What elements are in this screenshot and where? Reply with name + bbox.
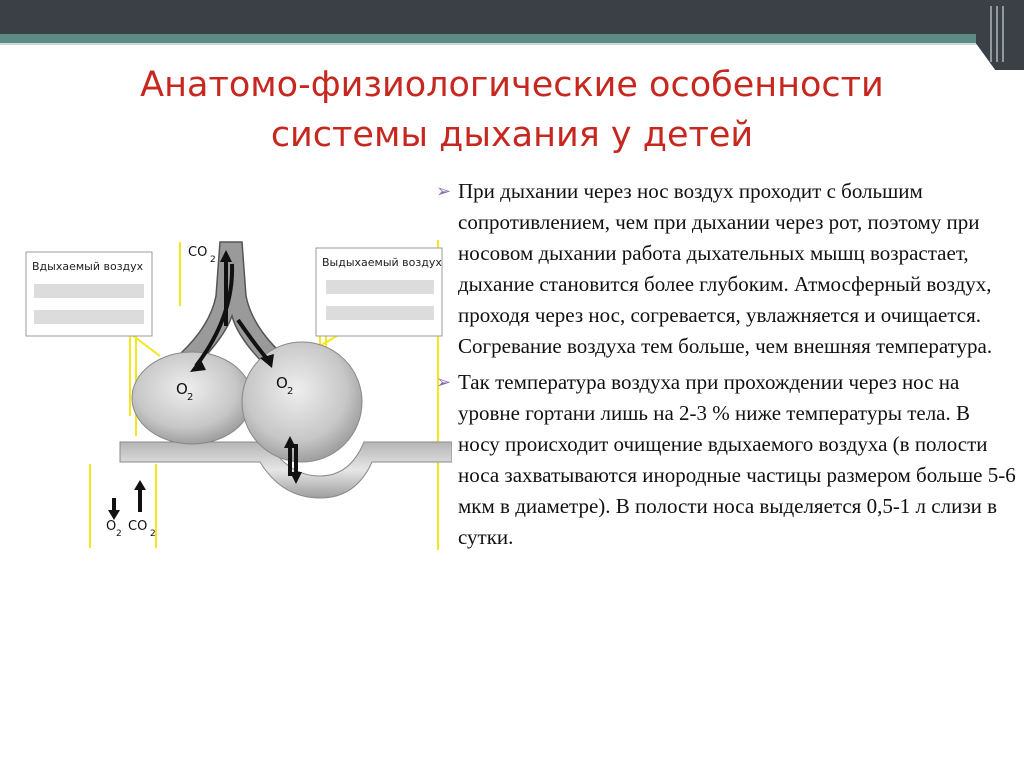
o2-sub-right: 2	[287, 386, 294, 397]
slide-title-line-1: Анатомо-физиологические особенности	[140, 65, 884, 105]
co2-sub-bottom: 2	[150, 529, 156, 539]
diagram-svg	[20, 236, 452, 554]
list-item	[436, 367, 1016, 553]
co2-label-bottom: CO	[128, 519, 148, 534]
chevron-right-icon: ➢	[436, 372, 452, 393]
paragraph-2: Так температура воздуха при прохождении через нос на уровне гортани лишь на 2-3 % ниже температуры тела. В носу происходит очищение вдыхаемого воздуха (в полости носа захватываются инородные частицы размером больше 5-6 мкм в диаметре). В полости носа выделяется 0,5-1 л слизи в сутки.	[458, 370, 1016, 549]
slide-title	[60, 60, 964, 160]
o2-label-left: O	[176, 380, 188, 398]
right-alveolus	[242, 342, 362, 462]
o2-sub-bottom: 2	[116, 529, 122, 539]
exhaled-air-label: Выдыхаемый воздух	[322, 256, 442, 269]
co2-sub-top: 2	[210, 255, 216, 265]
accent-band	[0, 34, 1024, 43]
slide-title-line-2: системы дыхания у детей	[270, 115, 754, 155]
paragraph-1: При дыхании через нос воздух проходит с большим сопротивлением, чем при дыхании через рот, поэтому при носовом дыхании работа дыхательных мышц возрастает, дыхание становится более глубоким. Атмосферный воздух, проходя через нос, согревается, увлажняется и очищается. Согревание воздуха тем больше, чем внешняя температура.	[458, 179, 993, 358]
o2-label-right: O	[276, 374, 288, 392]
co2-label-top: CO	[188, 245, 208, 260]
chevron-right-icon: ➢	[436, 181, 452, 202]
o2-label-bottom: O	[106, 519, 117, 534]
corner-stripes	[990, 6, 1016, 62]
exhaled-air-box	[316, 248, 442, 336]
content-list	[436, 176, 1016, 553]
alveoli-gas-exchange-diagram	[20, 236, 452, 554]
corner-decoration	[976, 0, 1024, 70]
accent-line	[0, 43, 1024, 45]
inhaled-air-label: Вдыхаемый воздух	[32, 260, 144, 273]
o2-sub-left: 2	[187, 392, 194, 403]
list-item	[436, 176, 1016, 362]
inhaled-air-box	[26, 252, 152, 336]
top-bar	[0, 0, 1024, 34]
